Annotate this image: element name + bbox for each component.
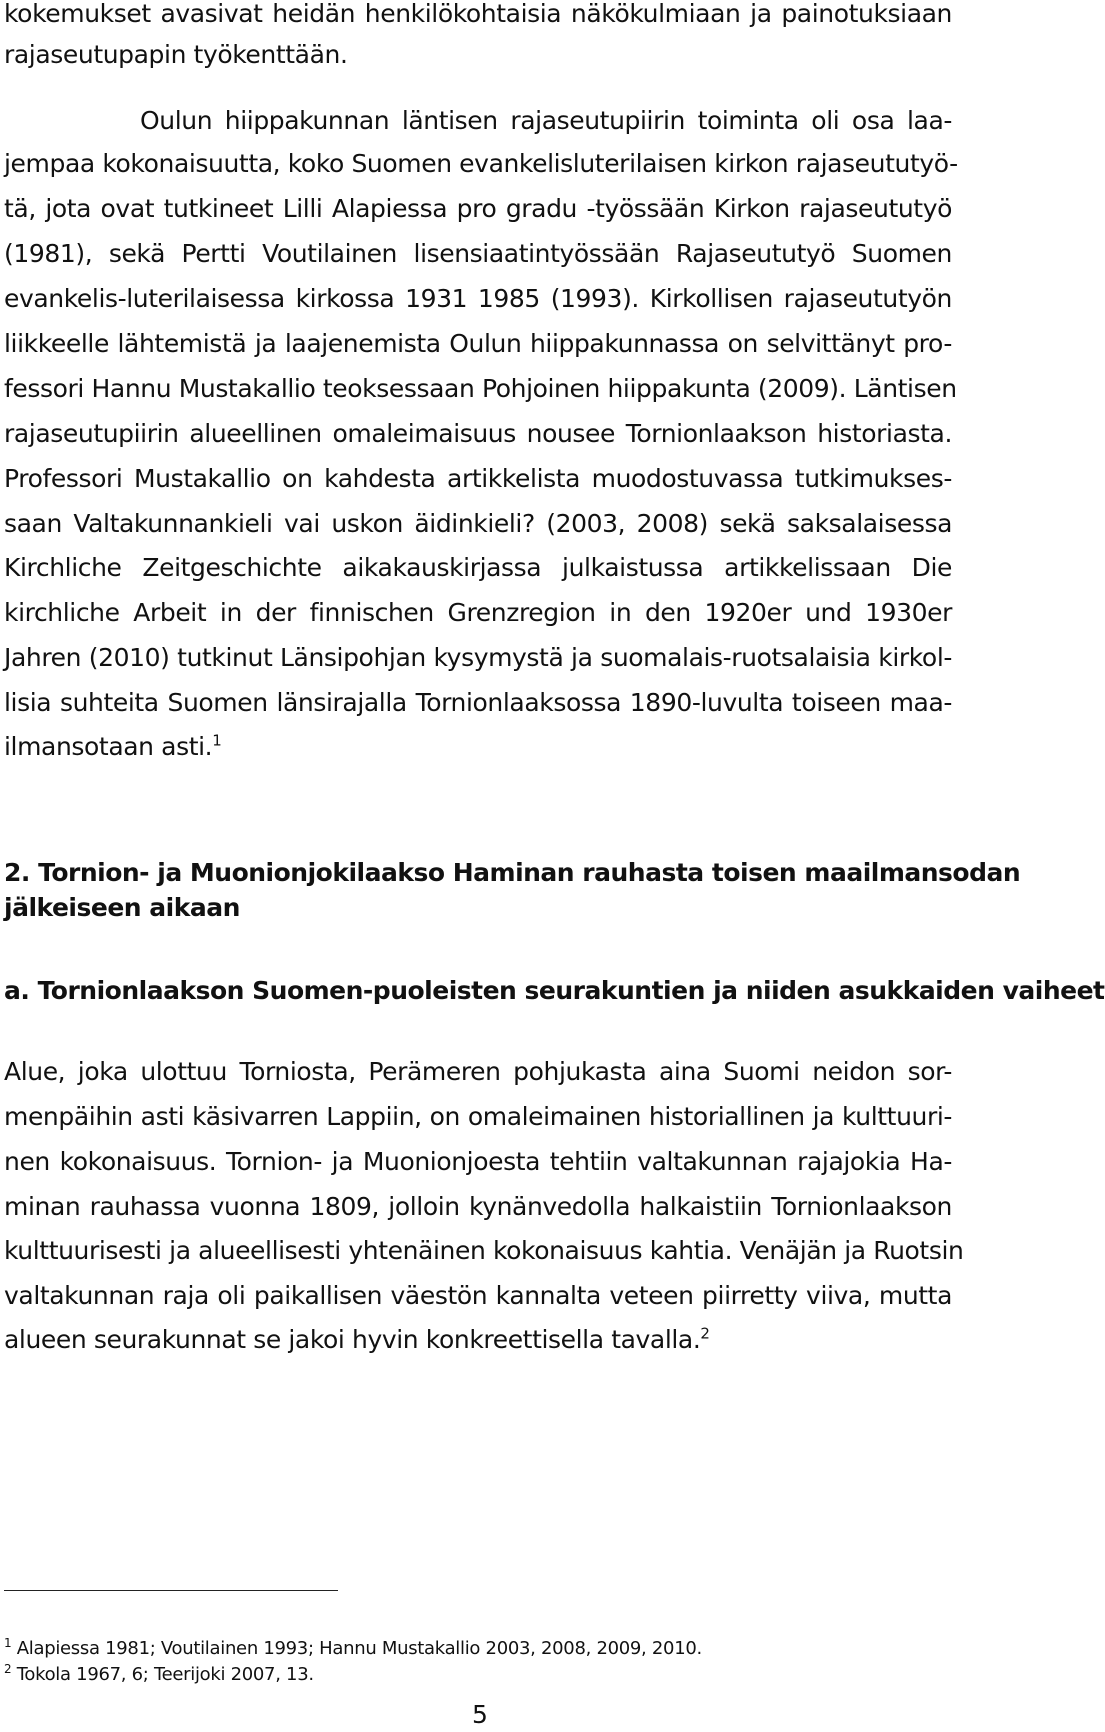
paragraph-line: (1981), sekä Pertti Voutilainen lisensiaatintyössään Rajaseututyö Suomen (4, 239, 952, 268)
paragraph-line: saan Valtakunnankieli vai uskon äidinkieli? (2003, 2008) sekä saksalaisessa (4, 509, 952, 538)
paragraph-line: rajaseutupapin työkenttään. (4, 40, 348, 69)
paragraph-line: nen kokonaisuus. Tornion- ja Muonionjoesta tehtiin valtakunnan rajajokia Ha- (4, 1147, 952, 1176)
paragraph-line (4, 1324, 952, 1356)
paragraph-line: Professori Mustakallio on kahdesta artikkelista muodostuvassa tutkimukses- (4, 464, 952, 493)
paragraph-line: menpäihin asti käsivarren Lappiin, on omaleimainen historiallinen ja kulttuuri- (4, 1102, 952, 1131)
paragraph-line (4, 731, 952, 763)
footnote (4, 1663, 952, 1687)
footnote-text: Alapiessa 1981; Voutilainen 1993; Hannu Mustakallio 2003, 2008, 2009, 2010. (16, 1638, 702, 1659)
paragraph-line: kokemukset avasivat heidän henkilökohtaisia näkökulmiaan ja painotuksiaan (4, 0, 952, 28)
paragraph-line-text: alueen seurakunnat se jakoi hyvin konkreettisella tavalla. (4, 1325, 701, 1354)
paragraph-line: minan rauhassa vuonna 1809, jolloin kynänvedolla halkaistiin Tornionlaakson (4, 1192, 952, 1221)
paragraph-line: valtakunnan raja oli paikallisen väestön kannalta veteen piirretty viiva, mutta (4, 1281, 952, 1310)
footnote-ref: 2 (700, 1324, 710, 1343)
paragraph-line: Oulun hiippakunnan läntisen rajaseutupiirin toiminta oli osa laa- (140, 106, 952, 135)
paragraph-line: Kirchliche Zeitgeschichte aikakauskirjassa julkaistussa artikkelissaan Die (4, 553, 952, 582)
footnote-ref: 1 (212, 731, 222, 750)
paragraph-line-text: ilmansotaan asti. (4, 732, 213, 761)
footnote-separator (4, 1590, 338, 1591)
paragraph-line: kirchliche Arbeit in der finnischen Grenzregion in den 1920er und 1930er (4, 598, 952, 627)
footnote-number: 2 (4, 1662, 12, 1676)
paragraph-line: kulttuurisesti ja alueellisesti yhtenäinen kokonaisuus kahtia. Venäjän ja Ruotsin (4, 1236, 964, 1265)
page-number: 5 (472, 1700, 488, 1729)
footnote-text: Tokola 1967, 6; Teerijoki 2007, 13. (16, 1664, 314, 1685)
paragraph-line: rajaseutupiirin alueellinen omaleimaisuus nousee Tornionlaakson historiasta. (4, 419, 952, 448)
section-heading-line: 2. Tornion- ja Muonionjokilaakso Haminan rauhasta toisen maailmansodan (4, 858, 1021, 887)
paragraph-line: jempaa kokonaisuutta, koko Suomen evankelisluterilaisen kirkon rajaseututyö- (4, 149, 958, 178)
section-heading-line: jälkeiseen aikaan (4, 893, 240, 922)
paragraph-line: liikkeelle lähtemistä ja laajenemista Oulun hiippakunnassa on selvittänyt pro- (4, 329, 952, 358)
subsection-heading: a. Tornionlaakson Suomen-puoleisten seurakuntien ja niiden asukkaiden vaiheet (4, 976, 1105, 1005)
footnote (4, 1637, 952, 1661)
paragraph-line: Alue, joka ulottuu Torniosta, Perämeren pohjukasta aina Suomi neidon sor- (4, 1057, 952, 1086)
paragraph-line: evankelis-luterilaisessa kirkossa 1931 1985 (1993). Kirkollisen rajaseututyön (4, 284, 952, 313)
paragraph-line: lisia suhteita Suomen länsirajalla Tornionlaaksossa 1890-luvulta toiseen maa- (4, 688, 952, 717)
paragraph-line: tä, jota ovat tutkineet Lilli Alapiessa pro gradu -työssään Kirkon rajaseututyö (4, 194, 952, 223)
paragraph-line: fessori Hannu Mustakallio teoksessaan Pohjoinen hiippakunta (2009). Läntisen (4, 374, 957, 403)
footnote-number: 1 (4, 1636, 12, 1650)
paragraph-line: Jahren (2010) tutkinut Länsipohjan kysymystä ja suomalais-ruotsalaisia kirkol- (4, 643, 952, 672)
